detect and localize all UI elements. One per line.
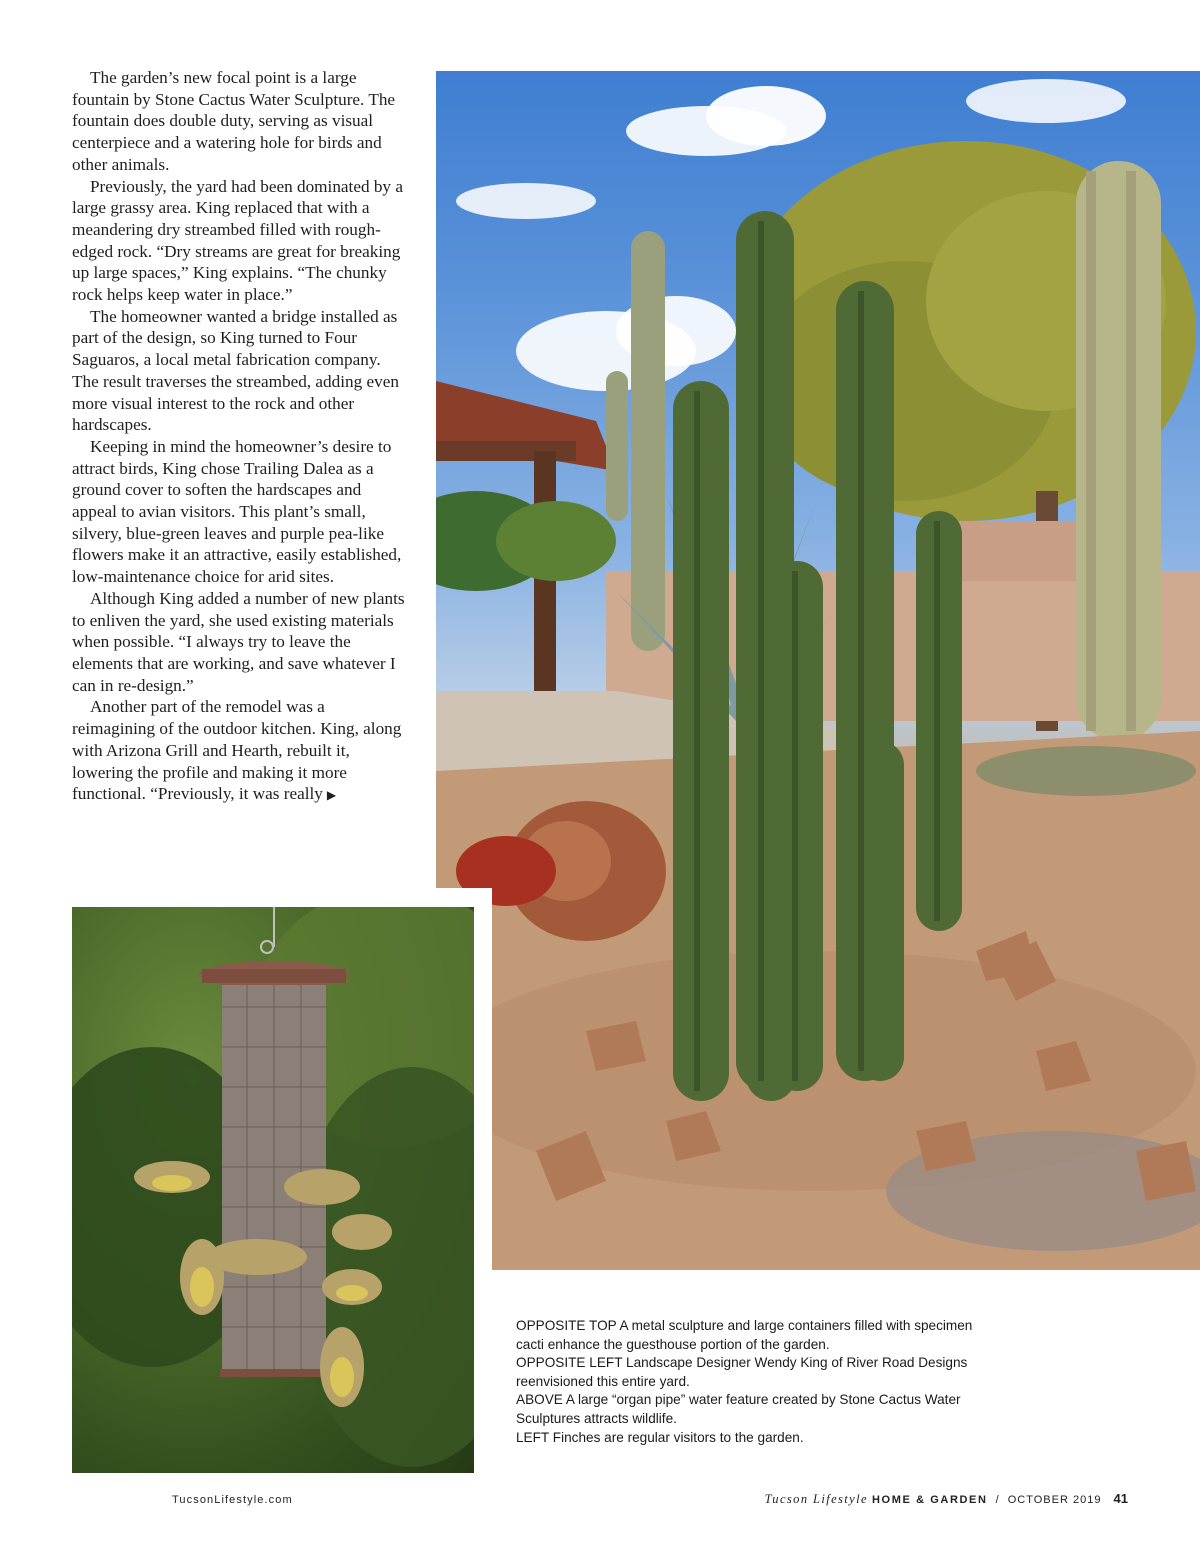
- cactus-garden-illustration: [436, 71, 1200, 1270]
- caption-opposite-left: OPPOSITE LEFT Landscape Designer Wendy King of River Road Designs reenvisioned this entire yard.: [516, 1355, 968, 1389]
- cactus-garden-photo: [436, 71, 1200, 1270]
- caption-opposite-top: OPPOSITE TOP A metal sculpture and large containers filled with specimen cacti enhance the guesthouse portion of the garden.: [516, 1318, 973, 1352]
- paragraph: The homeowner wanted a bridge installed as part of the design, so King turned to Four Saguaros, a local metal fabrication company. The result traverses the streambed, adding even more visual interest to the rock and other hardscapes.: [72, 306, 399, 435]
- paragraph-text: Another part of the remodel was a reimagining of the outdoor kitchen. King, along with Arizona Grill and Hearth, rebuilt it, lowering the profile and making it more functional. “Previously, it was really: [72, 697, 402, 804]
- footer-folio: [765, 1491, 1128, 1507]
- footer-separator: /: [995, 1494, 1000, 1506]
- page-number: 41: [1113, 1491, 1128, 1506]
- paragraph-last: [72, 696, 408, 807]
- footer-section: HOME & GARDEN: [872, 1494, 988, 1506]
- finch-feeder-photo: [72, 907, 474, 1473]
- footer-site-url: TucsonLifestyle.com: [172, 1494, 293, 1506]
- caption-left: LEFT Finches are regular visitors to the garden.: [516, 1429, 804, 1445]
- paragraph: The garden’s new focal point is a large fountain by Stone Cactus Water Sculpture. The fountain does double duty, serving as visual centerpiece and a watering hole for birds and other animals.: [72, 68, 396, 174]
- footer-issue: OCTOBER 2019: [1007, 1494, 1102, 1506]
- paragraph: Previously, the yard had been dominated by a large grassy area. King replaced that with a meandering dry streambed filled with rough-edged rock. “Dry streams are great for breaking up large spaces,” King explains. “The chunky rock helps keep water in place.”: [72, 176, 403, 305]
- photo-captions: [516, 1317, 986, 1447]
- continue-arrow-icon: ▶: [326, 788, 337, 803]
- paragraph: Although King added a number of new plants to enliven the yard, she used existing materials when possible. “I always try to leave the elements that are working, and save whatever I can in re-design.”: [72, 588, 405, 695]
- article-body: [72, 67, 408, 807]
- footer-brand: Tucson Lifestyle: [764, 1492, 868, 1506]
- caption-above: ABOVE A large “organ pipe” water feature created by Stone Cactus Water Sculptures attracts wildlife.: [516, 1392, 961, 1426]
- paragraph: Keeping in mind the homeowner’s desire to attract birds, King chose Trailing Dalea as a ground cover to soften the hardscapes and appeal to avian visitors. This plant’s small, silvery, blue-green leaves and purple pea-like flowers make it an attractive, easily established, low-maintenance choice for arid sites.: [72, 436, 402, 587]
- finch-feeder-illustration: [72, 907, 474, 1473]
